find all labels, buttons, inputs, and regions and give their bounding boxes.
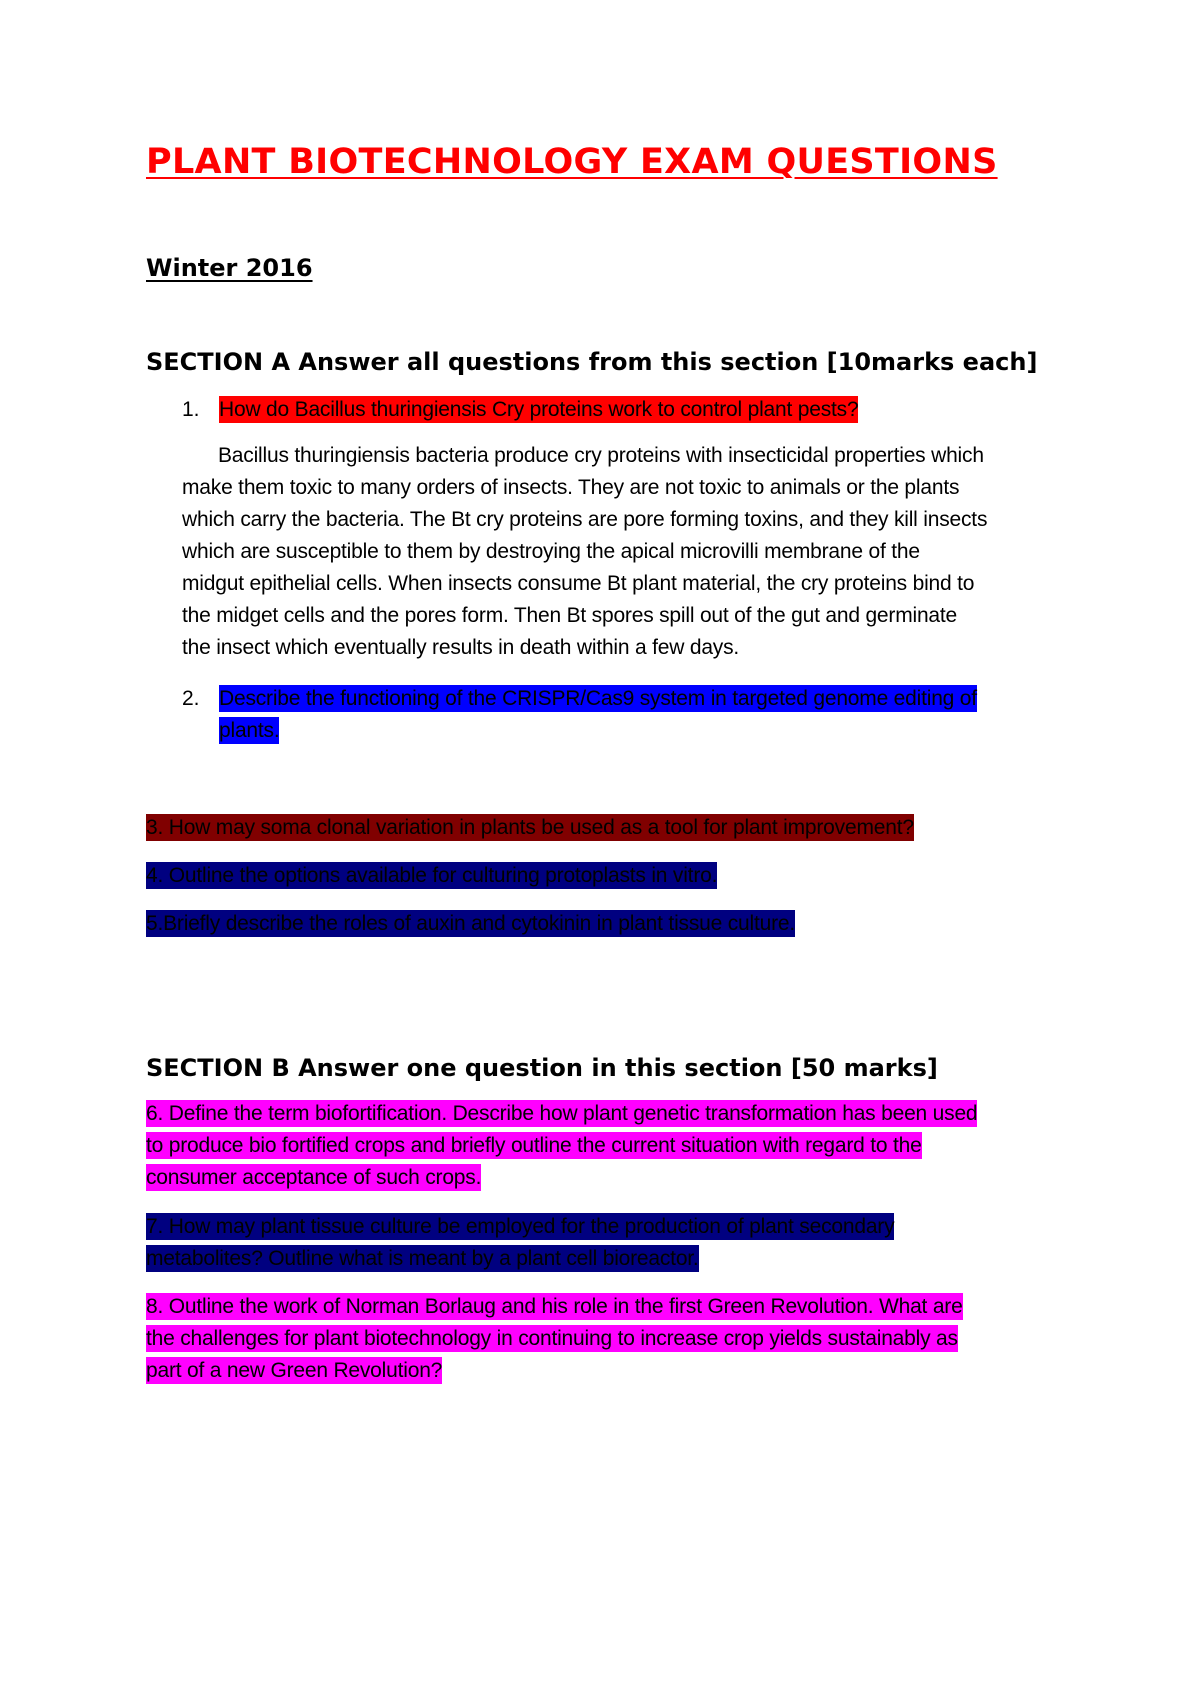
section-b-heading: SECTION B Answer one question in this section [50 marks] <box>146 1054 938 1082</box>
question-8-line: 8. Outline the work of Norman Borlaug and his role in the first Green Revolution. What are <box>146 1295 963 1318</box>
question-1 <box>219 394 858 426</box>
question-3-text: 3. How may soma clonal variation in plants be used as a tool for plant improvement? <box>146 816 914 839</box>
question-2 <box>219 683 1079 747</box>
answer-line: the midget cells and the pores form. Then Bt spores spill out of the gut and germinate <box>182 604 958 627</box>
question-5-text: 5.Briefly describe the roles of auxin and cytokinin in plant tissue culture. <box>146 912 795 935</box>
question-7-line: 7. How may plant tissue culture be employed for the production of plant secondary <box>146 1215 895 1238</box>
question-7 <box>146 1211 894 1275</box>
question-5 <box>146 908 795 940</box>
question-6-line: to produce bio fortified crops and briefly outline the current situation with regard to the <box>146 1134 922 1157</box>
question-2-text-line1: Describe the functioning of the CRISPR/Cas9 system in targeted genome editing of <box>219 687 977 710</box>
answer-line: Bacillus thuringiensis bacteria produce cry proteins with insecticidal properties which <box>218 444 984 467</box>
q1-number: 1. <box>182 398 200 421</box>
answer-line: midgut epithelial cells. When insects consume Bt plant material, the cry proteins bind to <box>182 572 975 595</box>
question-2-text-line2: plants. <box>219 719 280 742</box>
answer-line: the insect which eventually results in death within a few days. <box>182 636 740 659</box>
question-8 <box>146 1291 963 1387</box>
exam-session: Winter 2016 <box>146 254 313 282</box>
question-3 <box>146 812 914 844</box>
question-1-text: How do Bacillus thuringiensis Cry proteins work to control plant pests? <box>219 398 859 421</box>
answer-line: make them toxic to many orders of insects. They are not toxic to animals or the plants <box>182 476 960 499</box>
question-6 <box>146 1098 977 1194</box>
question-4 <box>146 860 717 892</box>
question-8-line: the challenges for plant biotechnology in continuing to increase crop yields sustainably as <box>146 1327 958 1350</box>
question-8-line: part of a new Green Revolution? <box>146 1359 443 1382</box>
q2-number: 2. <box>182 687 200 710</box>
answer-1 <box>182 440 1072 664</box>
document-title: PLANT BIOTECHNOLOGY EXAM QUESTIONS <box>146 142 998 182</box>
answer-line: which are susceptible to them by destroying the apical microvilli membrane of the <box>182 540 920 563</box>
question-7-line: metabolites? Outline what is meant by a plant cell bioreactor. <box>146 1247 699 1270</box>
question-4-text: 4. Outline the options available for culturing protoplasts in vitro. <box>146 864 718 887</box>
question-6-line: 6. Define the term biofortification. Describe how plant genetic transformation has been used <box>146 1102 978 1125</box>
section-a-heading: SECTION A Answer all questions from this section [10marks each] <box>146 348 1038 376</box>
answer-line: which carry the bacteria. The Bt cry proteins are pore forming toxins, and they kill insects <box>182 508 988 531</box>
question-6-line: consumer acceptance of such crops. <box>146 1166 482 1189</box>
